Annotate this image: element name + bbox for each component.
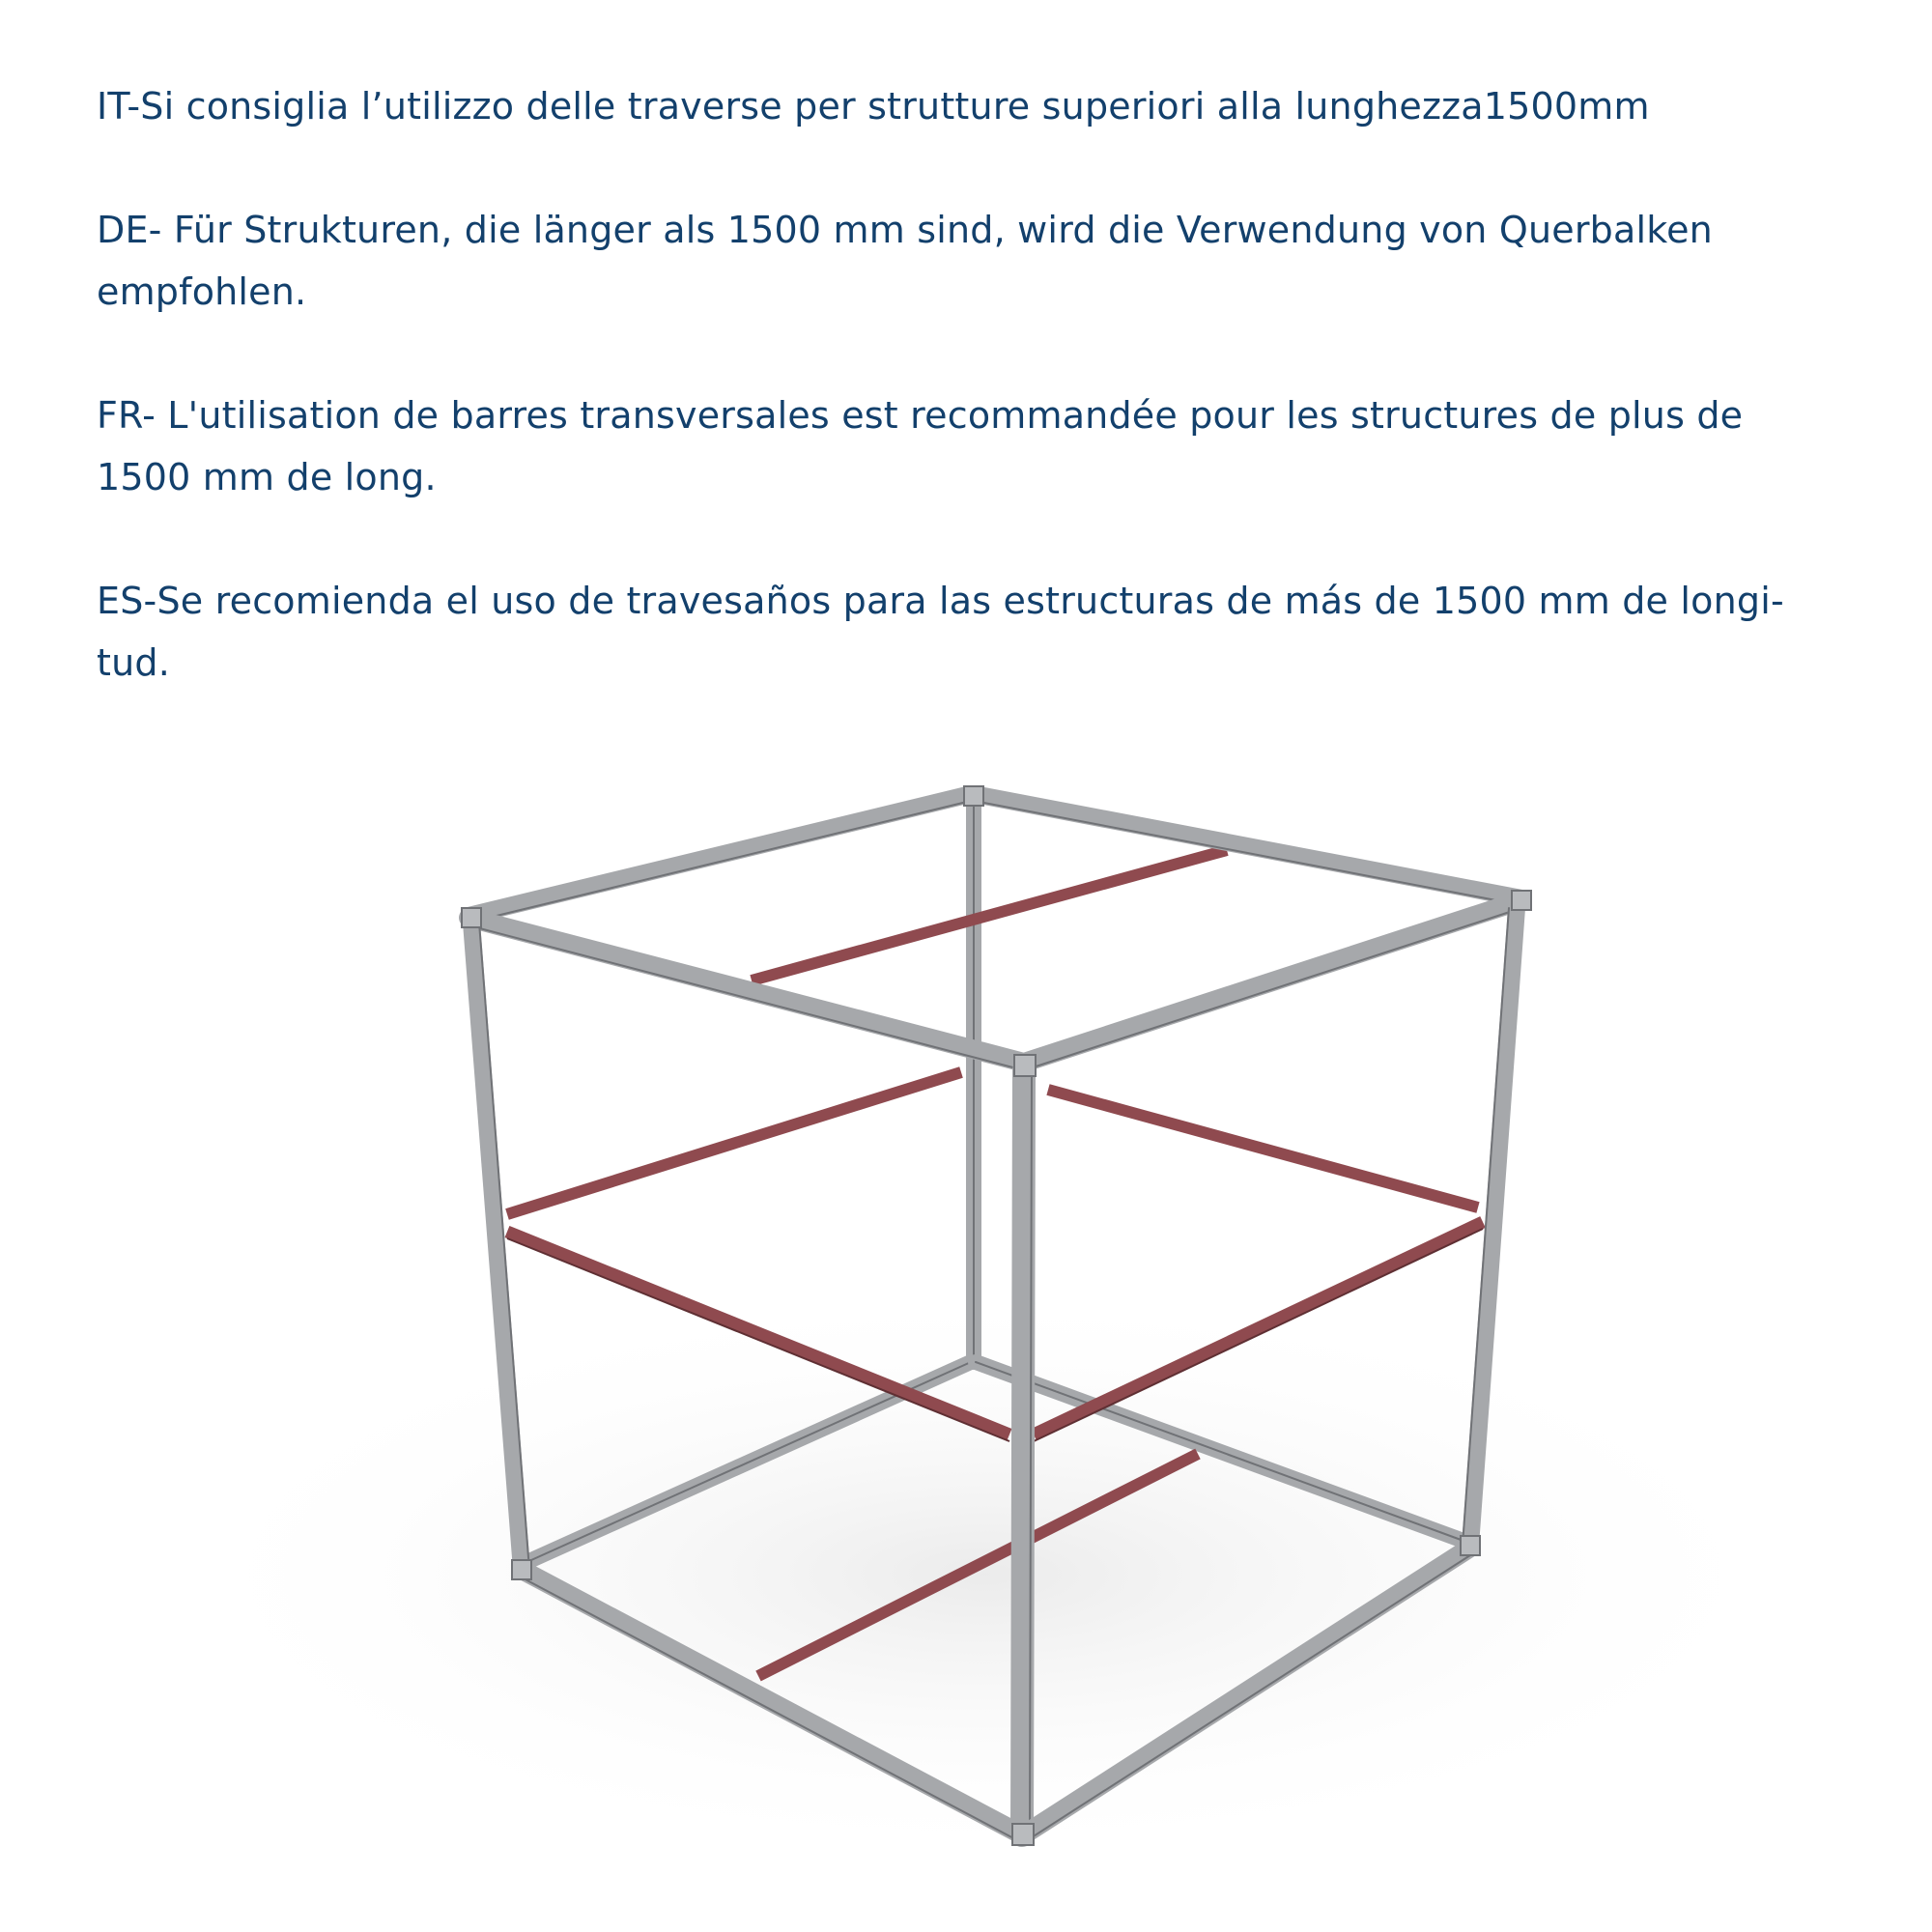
floor-shadow: [155, 1285, 1816, 1864]
bottom-rail-front-right: [1026, 1548, 1470, 1833]
note-german: [97, 199, 1913, 323]
crossbar-mid-back-left: [507, 1072, 961, 1214]
bottom-front-frame: [522, 1548, 1470, 1841]
top-rail-front-left: [469, 918, 1024, 1063]
posts: [471, 908, 1517, 1835]
note-es-line-1: ES-Se recomienda el uso de travesaños para las estructuras de más de 1500 mm de longi-: [97, 580, 1784, 622]
corner-bottom-right: [1461, 1536, 1480, 1555]
corner-top-back: [964, 786, 983, 806]
crossbar-top: [752, 850, 1227, 980]
corner-bottom-left: [512, 1560, 531, 1579]
left-post: [471, 923, 522, 1570]
crossbar-mid-front-left: [507, 1232, 1009, 1435]
crossbar-mid-front-right: [1034, 1222, 1483, 1435]
top-rail-front-right: [1024, 900, 1521, 1063]
right-post: [1470, 908, 1517, 1546]
note-french: [97, 384, 1913, 508]
crossbars: [507, 850, 1483, 1676]
top-frame: [469, 794, 1521, 1070]
note-de-line-2: empfohlen.: [97, 270, 307, 313]
note-fr-line-2: 1500 mm de long.: [97, 456, 437, 498]
note-de-line-1: DE- Für Strukturen, die länger als 1500 mm sind, wird die Verwendung von Querbalken: [97, 209, 1713, 251]
corner-top-right: [1512, 891, 1531, 910]
note-spanish: [97, 570, 1913, 694]
note-es-line-2: tud.: [97, 641, 170, 684]
corner-top-left: [462, 908, 481, 927]
bottom-back-right-rail: [976, 1362, 1463, 1541]
bottom-rail-front-left: [522, 1570, 1019, 1833]
corner-brackets: [462, 786, 1531, 1845]
bottom-back-left-rail: [531, 1362, 971, 1560]
top-rail-back-right: [974, 794, 1521, 898]
note-fr-line-1: FR- L'utilisation de barres transversales est recommandée pour les structures de plus de: [97, 394, 1744, 437]
top-rail-back-left: [469, 794, 971, 916]
crossbar-mid-back-right: [1048, 1090, 1478, 1208]
note-it-line-1: IT-Si consiglia l’utilizzo delle traverse per strutture superiori alla lunghezza1500mm: [97, 85, 1650, 128]
corner-top-front: [1014, 1055, 1036, 1076]
front-post: [1022, 1070, 1024, 1835]
back-edges: [531, 802, 1463, 1560]
note-italian: [97, 75, 1913, 137]
multilingual-note: [97, 75, 1913, 694]
corner-bottom-front: [1012, 1824, 1034, 1845]
crossbar-bottom: [758, 1454, 1198, 1676]
